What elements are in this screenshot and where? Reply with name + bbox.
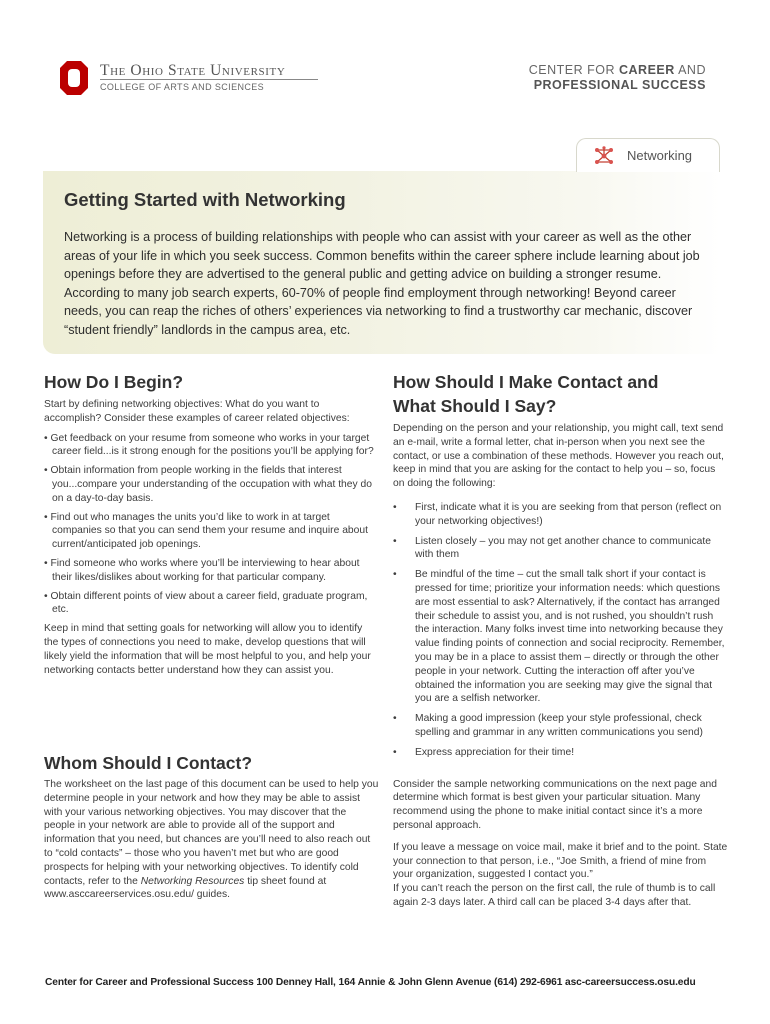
center-name-line1: CENTER FOR CAREER AND: [528, 63, 706, 77]
begin-intro: Start by defining networking objectives: What do you want to accomplish? Consider these examples of career related objectives:: [44, 399, 350, 424]
contact-para: If you can’t reach the person on the first call, the rule of thumb is to call again 2-3 days later. A third call can be placed 3-4 days after that.: [393, 883, 716, 908]
center-name-line2: PROFESSIONAL SUCCESS: [533, 78, 706, 92]
header-rule: [100, 79, 318, 80]
tab-label: Networking: [627, 148, 693, 163]
contact-bullet: • Making a good impression (keep your style professional, check spelling and grammar in any written communications you send): [393, 713, 703, 738]
contact-bullet: • First, indicate what it is you are seeking from that person (reflect on your networking objectives!): [393, 501, 722, 527]
whom-heading: Whom Should I Contact?: [44, 753, 253, 773]
contact-heading: How Should I Make Contact and What Should I Say?: [393, 372, 659, 416]
university-name: The Ohio State University: [100, 62, 286, 79]
begin-section: [44, 370, 379, 683]
footer-contact-info: Center for Career and Professional Success 100 Denney Hall, 164 Annie & John Glenn Avenue (614) 292-6961 asc-careersuccess.osu.edu: [45, 977, 696, 988]
begin-bullet: • Obtain different points of view about a career field, graduate program, etc.: [44, 590, 379, 618]
begin-heading: How Do I Begin?: [44, 372, 184, 392]
contact-bullet: • Listen closely – you may not get another chance to communicate with them: [393, 535, 711, 561]
resources-title: Networking Resources: [140, 875, 245, 887]
begin-bullet: • Find out who manages the units you’d like to work in at target companies so that you can send them your resume and inquire about current/anticipated job openings.: [44, 511, 379, 552]
whom-body: The worksheet on the last page of this document can be used to help you determine people in your network and how they may be able to assist with your various networking objectives. You may discover that the people in your network are able to provide all of the support and information that you need, but chances are you’ll need to also reach out to “cold contacts” – those who you haven’t met but who are good prospects for helping with your networking objectives. To identify cold contacts, refer to the Networking Resources tip sheet found at www.asccareerservices.osu.edu/ guides.: [44, 779, 379, 901]
contact-intro: Depending on the person and your relationship, you might call, text send an e-mail, write a formal letter, chat in-person when you next see the contact, or use a combination of these methods. However you reach out, keep in mind that you are asking for the contact to help you – so, focus on doing the following:: [393, 423, 724, 490]
contact-section: [393, 370, 728, 916]
topic-tab: [576, 138, 720, 172]
whom-section: [44, 751, 379, 908]
page-title: Getting Started with Networking: [64, 189, 346, 210]
begin-bullet: • Get feedback on your resume from someone who works in your target career field...is it strong enough for the positions you’ll be applying for?: [44, 432, 379, 460]
contact-para: Consider the sample networking communications on the next page and determine which format is best given your particular situation. Many recommend using the phone to make initial contact since it’s a more personal approach.: [393, 778, 717, 831]
contact-bullet: • Be mindful of the time – cut the small talk short if your contact is pressed for time; prioritize your information needs: which questions are most essential to ask? Alternatively, if the contact has arranged their schedule to assist you, and is not rushed, you shouldn’t rush the interaction. Many folks invest time into networking because they value finding points of connection and social reciprocity. Remember, you may be in a place to assist them – directly or through the other people in your network. Cutting the interaction off after you’ve obtained the information you are seeking may give the signal that you are a selfish networker.: [393, 569, 725, 705]
network-icon: [593, 146, 615, 166]
college-name: COLLEGE OF ARTS AND SCIENCES: [100, 82, 265, 92]
osu-block-o-logo: [59, 60, 89, 96]
contact-bullet: • Express appreciation for their time!: [393, 746, 575, 758]
begin-bullet: • Find someone who works where you’ll be interviewing to hear about their likes/dislikes about working for that particular company.: [44, 557, 379, 585]
begin-outro: Keep in mind that setting goals for networking will allow you to identify the types of connections you need to make, develop questions that will likely yield the information that will be most helpful to you, and help your networking contacts better understand how they can assist you.: [44, 623, 371, 676]
begin-bullet: • Obtain information from people working in the fields that interest you...compare your understanding of the occupation with what they do on a day-to-day basis.: [44, 464, 379, 505]
intro-paragraph: Networking is a process of building relationships with people who can assist with your career as well as the other areas of your life in which you seek success. Common benefits within the career sphere include learning about job openings before they are advertised to the general public and getting advice on building a stronger resume. According to many job search experts, 60-70% of people find employment through networking! Beyond career needs, you can reap the riches of others’ experiences via networking to find a trustworthy car mechanic, discover “student friendly” landlords in the campus area, etc.: [64, 230, 700, 337]
contact-para: If you leave a message on voice mail, make it brief and to the point. State your connection to that person, i.e., “Joe Smith, a friend of mine from your organization, suggested I contact you.”: [393, 841, 728, 881]
